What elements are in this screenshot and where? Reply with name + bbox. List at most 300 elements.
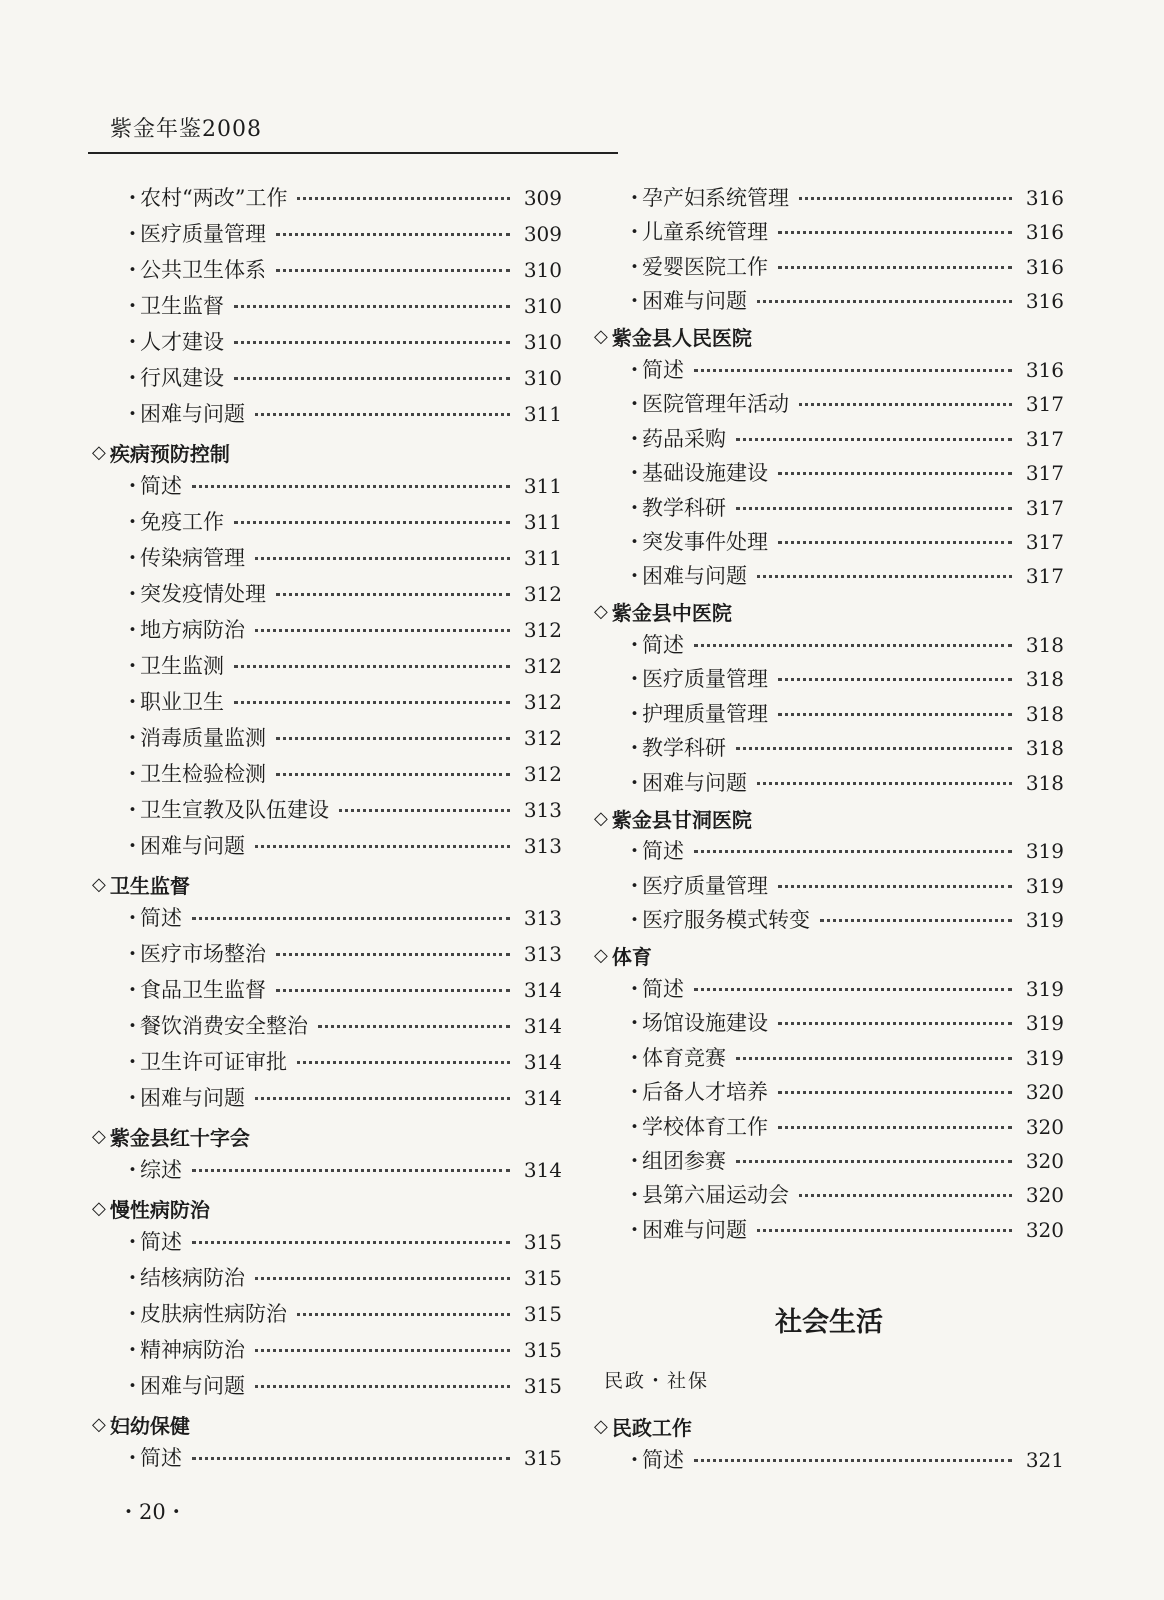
bullet-icon: ・ [122,978,143,1002]
entry-label: 简述 [140,906,182,930]
toc-entry[interactable] [92,1082,562,1118]
toc-entry[interactable] [594,216,1064,250]
dot-leader [694,988,1012,991]
entry-page-number: 319 [1025,1045,1064,1070]
toc-entry[interactable] [594,1007,1064,1041]
entry-label: 卫生监督 [140,294,224,318]
dot-leader [736,1160,1012,1163]
entry-label: 卫生监测 [140,654,224,678]
entry-label: 简述 [140,474,182,498]
toc-section-heading[interactable] [594,1408,1064,1444]
entry-page-number: 320 [1025,1217,1064,1242]
bullet-icon: ・ [122,762,143,786]
dot-leader [297,1061,510,1064]
bullet-icon: ・ [624,186,645,210]
toc-entry[interactable] [92,1298,562,1334]
dot-leader [778,678,1012,681]
dot-leader [276,269,510,272]
bullet-icon: ・ [624,529,645,554]
entry-label: 农村“两改”工作 [140,186,288,210]
toc-entry[interactable] [594,870,1064,904]
bullet-icon: ・ [122,1266,143,1290]
dot-leader [694,1459,1012,1462]
entry-label: 简述 [140,1230,182,1254]
toc-section-heading[interactable] [92,866,562,902]
bullet-icon: ・ [624,736,645,761]
section-label: 体育 [611,945,652,970]
toc-entry[interactable] [92,182,562,218]
dot-leader [778,1091,1012,1094]
dot-leader [778,713,1012,716]
entry-label: 简述 [642,1448,684,1472]
toc-entry[interactable] [92,1370,562,1406]
entry-label: 免疫工作 [140,510,224,534]
entry-label: 行风建设 [140,366,224,390]
entry-label: 教学科研 [642,736,726,761]
entry-label: 食品卫生监督 [140,978,266,1002]
entry-label: 精神病防治 [140,1338,245,1362]
section-label: 紫金县甘洞医院 [611,807,752,832]
toc-entry[interactable] [92,938,562,974]
dot-leader [234,305,510,308]
toc-entry[interactable] [594,1111,1064,1145]
bullet-icon: ・ [624,873,645,898]
toc-tail-column [594,1408,1064,1480]
entry-page-number: 318 [1025,770,1064,795]
toc-entry[interactable] [594,835,1064,869]
entry-page-number: 320 [1025,1183,1064,1208]
entry-label: 公共卫生体系 [140,258,266,282]
dot-leader [820,919,1012,922]
bullet-icon: ・ [122,1158,143,1182]
bullet-icon: ・ [624,839,645,864]
toc-entry[interactable] [594,354,1064,388]
dot-leader [192,485,510,488]
toc-entry[interactable] [92,830,562,866]
entry-label: 困难与问题 [642,1217,747,1242]
toc-section-heading[interactable] [92,1118,562,1154]
toc-entry[interactable] [92,1046,562,1082]
entry-page-number: 318 [1025,633,1064,658]
entry-label: 基础设施建设 [642,461,768,486]
entry-page-number: 318 [1025,736,1064,761]
bullet-icon: ・ [122,258,143,282]
toc-section-heading[interactable] [92,1190,562,1226]
toc-entry[interactable] [594,629,1064,663]
dot-leader [736,507,1012,510]
bullet-icon: ・ [624,564,645,589]
toc-section-heading[interactable] [594,801,1064,835]
dot-leader [297,197,510,200]
dot-leader [234,521,510,524]
dot-leader [799,1194,1012,1197]
toc-entry[interactable] [594,492,1064,526]
entry-label: 困难与问题 [140,834,245,858]
entry-label: 职业卫生 [140,690,224,714]
bullet-icon: ・ [624,1148,645,1173]
dot-leader [255,629,510,632]
entry-page-number: 309 [523,186,562,210]
toc-entry[interactable] [92,470,562,506]
diamond-icon: ◇ [92,441,106,463]
entry-label: 餐饮消费安全整治 [140,1014,308,1038]
dot-leader [276,593,510,596]
bullet-icon: ・ [122,1374,143,1398]
toc-section-heading[interactable] [594,320,1064,354]
bullet-icon: ・ [122,330,143,354]
dot-leader [276,233,510,236]
entry-label: 困难与问题 [140,1374,245,1398]
dot-leader [234,341,510,344]
dot-leader [192,1241,510,1244]
entry-label: 医疗质量管理 [140,222,266,246]
bullet-icon: ・ [122,186,143,210]
entry-page-number: 319 [1025,908,1064,933]
dot-leader [694,644,1012,647]
entry-label: 突发事件处理 [642,529,768,554]
entry-page-number: 321 [1025,1448,1064,1472]
entry-page-number: 318 [1025,701,1064,726]
toc-entry[interactable] [594,285,1064,319]
entry-label: 地方病防治 [140,618,245,642]
toc-entry[interactable] [92,974,562,1010]
dot-leader [778,266,1012,269]
entry-page-number: 319 [1025,839,1064,864]
toc-entry[interactable] [594,1145,1064,1179]
dot-leader [255,1349,510,1352]
entry-label: 儿童系统管理 [642,220,768,245]
entry-label: 医疗质量管理 [642,873,768,898]
entry-page-number: 315 [523,1446,562,1470]
entry-page-number: 311 [523,510,562,534]
entry-page-number: 315 [523,1338,562,1362]
entry-label: 结核病防治 [140,1266,245,1290]
toc-entry[interactable] [594,1214,1064,1248]
bullet-icon: ・ [624,770,645,795]
entry-page-number: 310 [523,330,562,354]
bullet-icon: ・ [624,667,645,692]
bullet-icon: ・ [624,1217,645,1242]
entry-page-number: 312 [523,618,562,642]
toc-entry[interactable] [92,506,562,542]
dot-leader [318,1025,510,1028]
diamond-icon: ◇ [594,1415,608,1437]
toc-entry[interactable] [92,578,562,614]
bullet-icon: ・ [624,1045,645,1070]
bullet-icon: ・ [122,942,143,966]
toc-entry[interactable] [92,326,562,362]
toc-entry[interactable] [594,767,1064,801]
entry-label: 困难与问题 [642,770,747,795]
diamond-icon: ◇ [92,873,106,895]
toc-entry[interactable] [92,1154,562,1190]
entry-page-number: 313 [523,906,562,930]
section-label: 妇幼保健 [109,1413,190,1438]
bullet-icon: ・ [624,976,645,1001]
bullet-icon: ・ [122,294,143,318]
entry-page-number: 317 [1025,564,1064,589]
toc-section-heading[interactable] [92,434,562,470]
dot-leader [234,377,510,380]
dot-leader [757,1229,1012,1232]
dot-leader [255,1097,510,1100]
entry-page-number: 313 [523,834,562,858]
entry-page-number: 310 [523,258,562,282]
entry-page-number: 312 [523,582,562,606]
bullet-icon: ・ [122,1338,143,1362]
entry-page-number: 315 [523,1302,562,1326]
dot-leader [276,989,510,992]
bullet-icon: ・ [122,366,143,390]
entry-label: 传染病管理 [140,546,245,570]
entry-label: 爱婴医院工作 [642,254,768,279]
section-label: 卫生监督 [109,873,190,898]
dot-leader [234,665,510,668]
toc-entry[interactable] [92,1226,562,1262]
entry-label: 孕产妇系统管理 [642,186,789,210]
bullet-icon: ・ [624,1080,645,1105]
toc-entry[interactable] [594,251,1064,285]
running-header: 紫金年鉴2008 [110,117,262,142]
toc-entry[interactable] [594,663,1064,697]
bullet-icon: ・ [624,1114,645,1139]
dot-leader [255,413,510,416]
toc-entry[interactable] [594,423,1064,457]
diamond-icon: ◇ [594,601,608,623]
bullet-icon: ・ [122,582,143,606]
entry-label: 组团参赛 [642,1148,726,1173]
dot-leader [757,300,1012,303]
bullet-icon: ・ [122,474,143,498]
entry-page-number: 318 [1025,667,1064,692]
entry-label: 简述 [642,633,684,658]
entry-page-number: 319 [1025,976,1064,1001]
bullet-icon: ・ [122,834,143,858]
entry-page-number: 310 [523,366,562,390]
bullet-icon: ・ [122,1230,143,1254]
dot-leader [234,701,510,704]
dot-leader [778,231,1012,234]
entry-label: 医疗市场整治 [140,942,266,966]
entry-page-number: 316 [1025,254,1064,279]
bullet-icon: ・ [122,618,143,642]
section-label: 紫金县人民医院 [611,326,752,351]
entry-page-number: 309 [523,222,562,246]
entry-page-number: 315 [523,1230,562,1254]
entry-label: 困难与问题 [140,402,245,426]
bullet-icon: ・ [122,1302,143,1326]
bullet-icon: ・ [624,701,645,726]
toc-entry[interactable] [92,650,562,686]
entry-page-number: 313 [523,942,562,966]
toc-entry[interactable] [594,698,1064,732]
toc-entry[interactable] [92,902,562,938]
entry-page-number: 317 [1025,426,1064,451]
part-title: 社会生活 [775,1307,883,1338]
bullet-icon: ・ [122,798,143,822]
toc-entry[interactable] [92,722,562,758]
entry-label: 困难与问题 [642,289,747,314]
toc-entry[interactable] [594,904,1064,938]
entry-page-number: 320 [1025,1114,1064,1139]
entry-page-number: 314 [523,978,562,1002]
bullet-icon: ・ [122,1050,143,1074]
bullet-icon: ・ [122,1086,143,1110]
toc-entry[interactable] [594,1179,1064,1213]
toc-entry[interactable] [594,560,1064,594]
dot-leader [799,197,1012,200]
entry-label: 简述 [642,357,684,382]
dot-leader [757,575,1012,578]
toc-entry[interactable] [92,1334,562,1370]
entry-label: 消毒质量监测 [140,726,266,750]
toc-entry[interactable] [92,362,562,398]
dot-leader [297,1313,510,1316]
bullet-icon: ・ [624,461,645,486]
entry-page-number: 310 [523,294,562,318]
toc-entry[interactable] [92,614,562,650]
toc-entry[interactable] [92,686,562,722]
bullet-icon: ・ [624,426,645,451]
dot-leader [276,737,510,740]
toc-entry[interactable] [594,1444,1064,1480]
entry-page-number: 314 [523,1158,562,1182]
entry-page-number: 319 [1025,873,1064,898]
entry-label: 卫生宣教及队伍建设 [140,798,329,822]
dot-leader [255,1385,510,1388]
entry-label: 突发疫情处理 [140,582,266,606]
bullet-icon: ・ [122,1446,143,1470]
entry-page-number: 316 [1025,186,1064,210]
dot-leader [736,747,1012,750]
entry-label: 后备人才培养 [642,1080,768,1105]
toc-entry[interactable] [594,457,1064,491]
bullet-icon: ・ [624,1011,645,1036]
entry-page-number: 317 [1025,461,1064,486]
dot-leader [694,369,1012,372]
entry-label: 场馆设施建设 [642,1011,768,1036]
toc-section-heading[interactable] [594,595,1064,629]
entry-label: 体育竞赛 [642,1045,726,1070]
bullet-icon: ・ [122,1014,143,1038]
toc-entry[interactable] [92,1010,562,1046]
entry-page-number: 317 [1025,392,1064,417]
dot-leader [778,1022,1012,1025]
entry-label: 困难与问题 [642,564,747,589]
toc-entry[interactable] [92,1262,562,1298]
entry-page-number: 312 [523,726,562,750]
entry-label: 县第六届运动会 [642,1183,789,1208]
toc-entry[interactable] [92,398,562,434]
entry-page-number: 316 [1025,357,1064,382]
entry-label: 简述 [140,1446,182,1470]
entry-label: 医院管理年活动 [642,392,789,417]
diamond-icon: ◇ [594,326,608,348]
toc-entry[interactable] [594,732,1064,766]
dot-leader [778,1126,1012,1129]
bullet-icon: ・ [624,495,645,520]
entry-label: 医疗质量管理 [642,667,768,692]
toc-section-heading[interactable] [594,939,1064,973]
dot-leader [339,809,510,812]
toc-entry[interactable] [594,1076,1064,1110]
toc-entry[interactable] [594,973,1064,1007]
toc-right-column [594,182,1064,1248]
toc-entry[interactable] [594,388,1064,422]
toc-entry[interactable] [594,526,1064,560]
entry-page-number: 319 [1025,1011,1064,1036]
bullet-icon: ・ [122,402,143,426]
entry-page-number: 311 [523,402,562,426]
entry-page-number: 316 [1025,220,1064,245]
toc-entry[interactable] [92,542,562,578]
bullet-icon: ・ [122,654,143,678]
toc-entry[interactable] [92,218,562,254]
entry-page-number: 312 [523,654,562,678]
entry-page-number: 314 [523,1014,562,1038]
dot-leader [192,1457,510,1460]
header-rule [88,152,618,154]
bullet-icon: ・ [624,1183,645,1208]
entry-label: 简述 [642,976,684,1001]
bullet-icon: ・ [624,633,645,658]
toc-left-column [92,182,562,1478]
section-label: 紫金县中医院 [611,601,732,626]
dot-leader [192,1169,510,1172]
bullet-icon: ・ [624,908,645,933]
bullet-icon: ・ [624,357,645,382]
entry-label: 综述 [140,1158,182,1182]
bullet-icon: ・ [624,392,645,417]
dot-leader [778,541,1012,544]
bullet-icon: ・ [122,510,143,534]
entry-label: 教学科研 [642,495,726,520]
bullet-icon: ・ [624,1448,645,1472]
toc-entry[interactable] [594,1042,1064,1076]
toc-entry[interactable] [92,794,562,830]
toc-entry[interactable] [92,290,562,326]
dot-leader [255,1277,510,1280]
bullet-icon: ・ [122,546,143,570]
part-subtitle: 民政・社保 [604,1370,710,1392]
entry-page-number: 317 [1025,495,1064,520]
page-number: ・20・ [118,1500,187,1524]
toc-entry[interactable] [594,182,1064,216]
toc-section-heading[interactable] [92,1406,562,1442]
bullet-icon: ・ [624,254,645,279]
entry-label: 简述 [642,839,684,864]
toc-entry[interactable] [92,254,562,290]
entry-page-number: 314 [523,1086,562,1110]
entry-page-number: 320 [1025,1148,1064,1173]
entry-page-number: 314 [523,1050,562,1074]
toc-entry[interactable] [92,758,562,794]
entry-page-number: 311 [523,474,562,498]
dot-leader [757,782,1012,785]
dot-leader [799,403,1012,406]
entry-page-number: 312 [523,762,562,786]
dot-leader [192,917,510,920]
dot-leader [276,773,510,776]
dot-leader [736,1057,1012,1060]
bullet-icon: ・ [122,906,143,930]
entry-page-number: 315 [523,1266,562,1290]
dot-leader [778,885,1012,888]
entry-label: 卫生许可证审批 [140,1050,287,1074]
entry-page-number: 311 [523,546,562,570]
bullet-icon: ・ [122,726,143,750]
toc-entry[interactable] [92,1442,562,1478]
